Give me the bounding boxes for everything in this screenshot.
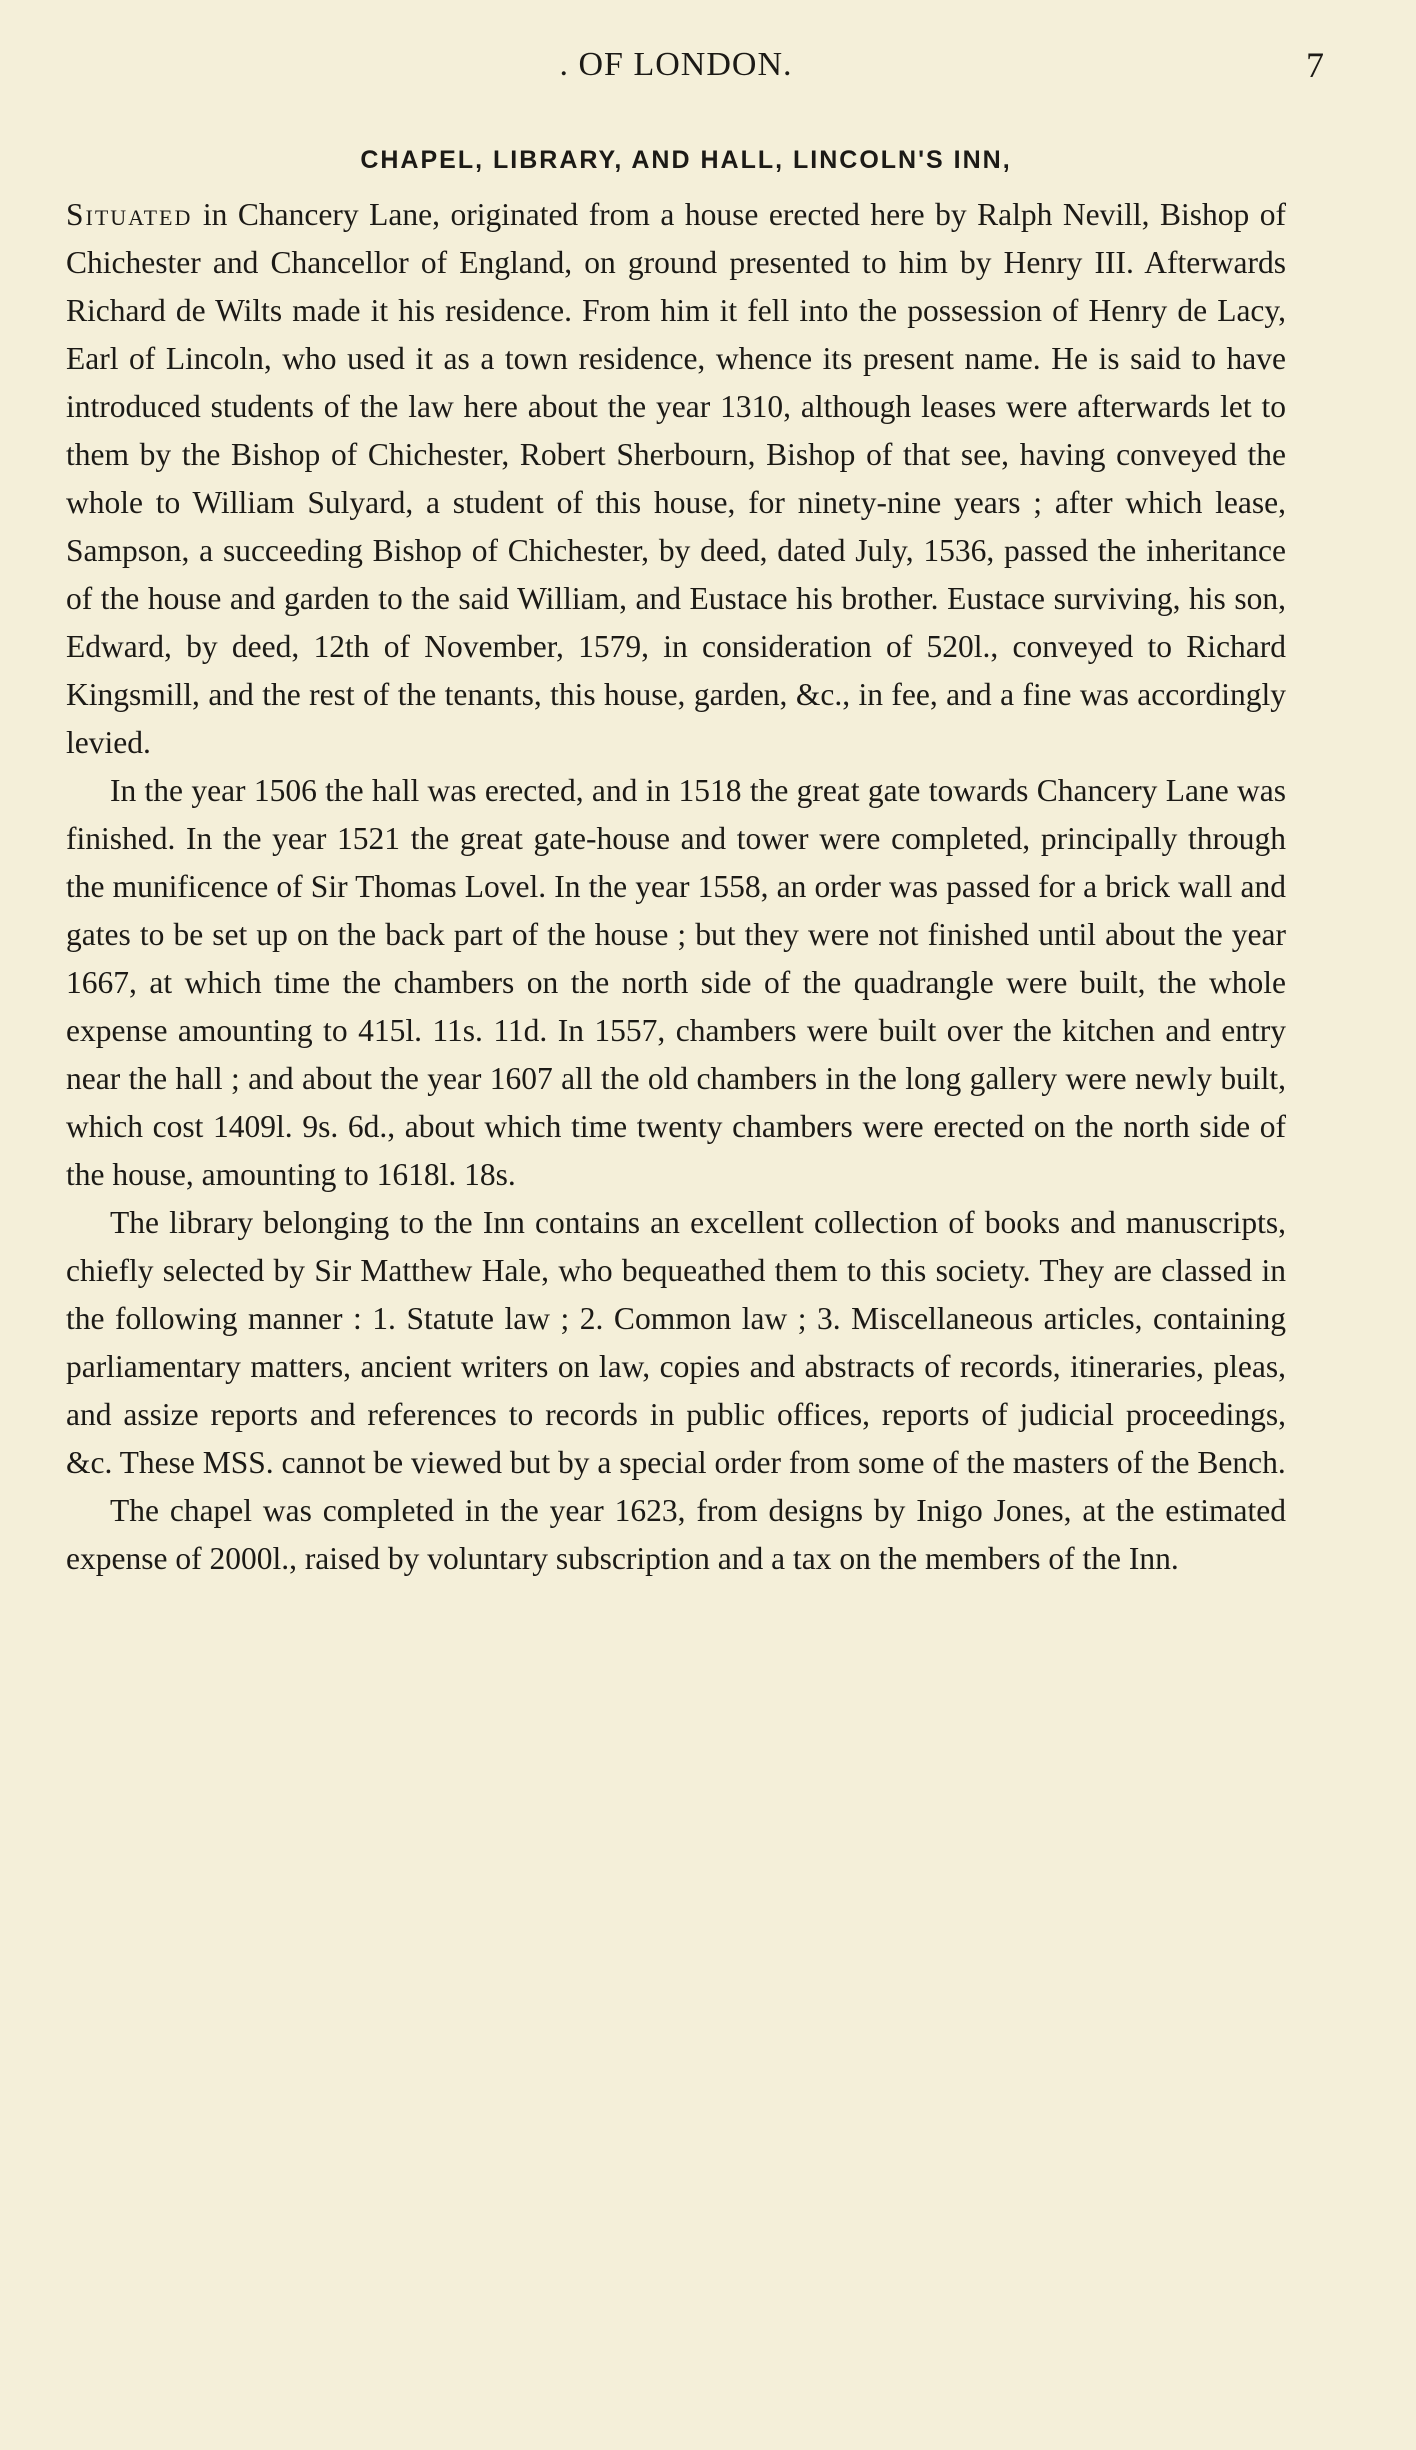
paragraph-library: The library belonging to the Inn contains an excellent collection of books and manuscripts, chiefly selected by Sir Matthew Hale, who bequeathed them to this society. They are classed in the following manner : 1. Statute law ; 2. Common law ; 3. Miscellaneous articles, containing parliamentary matters, ancient writers on law, copies and abstracts of records, itineraries, pleas, and assize reports and references to records in public offices, reports of judicial proceedings, &c. These MSS. cannot be viewed but by a special order from some of the masters of the Bench. [66, 1205, 1286, 1480]
page-number: 7 [1306, 45, 1324, 85]
paragraph-hall: In the year 1506 the hall was erected, and in 1518 the great gate towards Chancery Lane was finished. In the year 1521 the great gate-house and tower were completed, principally through the munificence of Sir Thomas Lovel. In the year 1558, an order was passed for a brick wall and gates to be set up on the back part of the house ; but they were not finished until about the year 1667, at which time the chambers on the north side of the quadrangle were built, the whole expense amounting to 415l. 11s. 11d. In 1557, chambers were built over the kitchen and entry near the hall ; and about the year 1607 all the old chambers in the long gallery were newly built, which cost 1409l. 9s. 6d., about which time twenty chambers were erected on the north side of the house, amounting to 1618l. 18s. [66, 773, 1286, 1192]
paragraph-origin-text: in Chancery Lane, originated from a house erected here by Ralph Nevill, Bishop of Chichester and Chancellor of England, on ground presented to him by Henry III. Afterwards Richard de Wilts made it his residence. From him it fell into the possession of Henry de Lacy, Earl of Lincoln, who used it as a town residence, whence its present name. He is said to have introduced students of the law here about the year 1310, although leases were afterwards let to them by the Bishop of Chichester, Robert Sherbourn, Bishop of that see, having conveyed the whole to William Sulyard, a student of this house, for ninety-nine years ; after which lease, Sampson, a succeeding Bishop of Chichester, by deed, dated July, 1536, passed the inheritance of the house and garden to the said William, and Eustace his brother. Eustace surviving, his son, Edward, by deed, 12th of November, 1579, in consideration of 520l., conveyed to Richard Kingsmill, and the rest of the tenants, this house, garden, &c., in fee, and a fine was accordingly levied. [66, 197, 1286, 760]
running-head [66, 40, 1324, 96]
section-heading: CHAPEL, LIBRARY, AND HALL, LINCOLN'S INN, [360, 146, 1012, 174]
lead-word: Situated [66, 197, 193, 232]
running-title: . OF LONDON. [559, 46, 793, 83]
book-page [66, 40, 1324, 1583]
paragraph-origin [66, 191, 1286, 767]
paragraph-chapel: The chapel was completed in the year 1623, from designs by Inigo Jones, at the estimated expense of 2000l., raised by voluntary subscription and a tax on the members of the Inn. [66, 1493, 1286, 1576]
